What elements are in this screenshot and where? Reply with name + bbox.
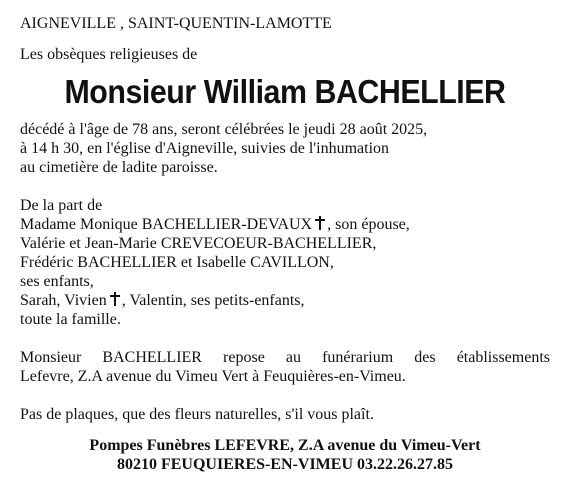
ceremony-line-3: au cimetière de ladite paroisse. bbox=[20, 159, 218, 176]
family-grandchildren bbox=[20, 291, 550, 310]
spacer bbox=[20, 424, 550, 436]
spouse-role: , son épouse, bbox=[327, 216, 410, 233]
children-label: ses enfants, bbox=[20, 273, 94, 290]
spacer bbox=[20, 329, 550, 348]
rest-line-1: Monsieur BACHELLIER repose au funérarium des établissements bbox=[20, 349, 550, 366]
funeral-home-line-1: Pompes Funèbres LEFEVRE, Z.A avenue du Vimeu-Vert bbox=[89, 437, 481, 454]
family-spouse bbox=[20, 215, 550, 234]
spouse-name: Madame Monique BACHELLIER-DEVAUX bbox=[20, 216, 313, 233]
family-child-1: Valérie et Jean-Marie CREVECOEUR-BACHELLIER, bbox=[20, 235, 377, 252]
grandchildren-rest: , Valentin, ses petits-enfants, bbox=[121, 292, 305, 309]
deceased-name: Monsieur William BACHELLIER bbox=[64, 73, 506, 110]
spacer bbox=[20, 33, 550, 45]
intro-text: Les obsèques religieuses de bbox=[20, 46, 198, 63]
header-locations: AIGNEVILLE , SAINT-QUENTIN-LAMOTTE bbox=[20, 15, 332, 32]
family-child-2: Frédéric BACHELLIER et Isabelle CAVILLON, bbox=[20, 254, 334, 271]
latin-cross-icon bbox=[315, 216, 325, 230]
family-closing: toute la famille. bbox=[20, 311, 121, 328]
spacer bbox=[20, 386, 550, 405]
latin-cross-icon bbox=[110, 292, 120, 306]
obituary-notice bbox=[20, 14, 550, 474]
ceremony-line-1: décédé à l'âge de 78 ans, seront célébrées le jeudi 28 août 2025, bbox=[20, 121, 428, 138]
rest-line-2: Lefevre, Z.A avenue du Vimeu Vert à Feuquières-en-Vimeu. bbox=[20, 368, 406, 385]
grandchild-name: Sarah, Vivien bbox=[20, 292, 107, 309]
family-intro: De la part de bbox=[20, 197, 103, 214]
ceremony-line-2: à 14 h 30, en l'église d'Aigneville, suivies de l'inhumation bbox=[20, 140, 390, 157]
flowers-request: Pas de plaques, que des fleurs naturelles, s'il vous plaît. bbox=[20, 406, 374, 423]
funeral-home-line-2: 80210 FEUQUIERES-EN-VIMEU 03.22.26.27.85 bbox=[116, 456, 453, 473]
spacer bbox=[20, 177, 550, 196]
